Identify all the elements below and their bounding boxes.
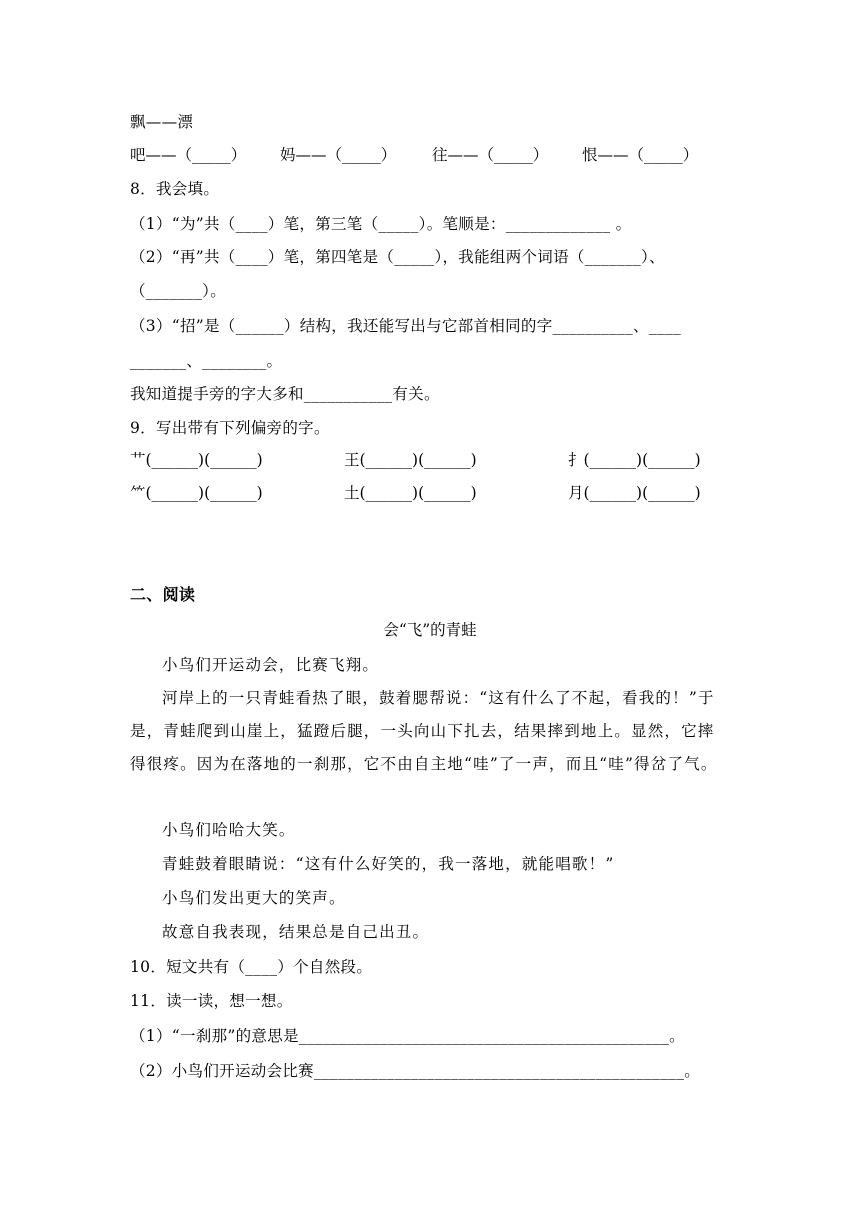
- question-8-part-2: （2）“再”共（____）笔，第四笔是（_____），我能组两个词语（_______）、: [130, 248, 665, 266]
- word-pair-item: 妈——（_____）: [280, 146, 397, 164]
- story-paragraph-4: 青蛙鼓着眼睛说：“这有什么好笑的，我一落地，就能唱歌！”: [162, 855, 615, 873]
- story-paragraph-5: 小鸟们发出更大的笑声。: [162, 889, 346, 907]
- word-pair-line: 飘——漂: [130, 113, 194, 131]
- story-paragraph-6: 故意自我表现，结果总是自己出丑。: [162, 923, 430, 941]
- word-pair-item: 吧——（_____）: [130, 146, 247, 164]
- radical-row-1: [130, 450, 730, 470]
- word-pair-item: 往——（_____）: [432, 146, 549, 164]
- question-11-part-1: （1）“一刹那”的意思是______________________________________________。: [130, 1027, 685, 1045]
- radical-item: 王(______)(______): [344, 451, 477, 469]
- story-paragraph-2: 河岸上的一只青蛙看热了眼，鼓着腮帮说：“这有什么了不起，看我的！”于是，青蛙爬到山崖上，猛蹬后腿，一头向山下扎去，结果摔到地上。显然，它摔得很疼。因为在落地的一刹那，它不由自主地“哇”了一声，而且“哇”得岔了气。: [130, 689, 718, 773]
- radical-row-2: [130, 483, 730, 503]
- question-8-part-3: （3）“招”是（______）结构，我还能写出与它部首相同的字__________、____: [130, 317, 682, 335]
- question-8-part-1: （1）“为”共（____）笔，第三笔（_____）。笔顺是：_____________ 。: [130, 215, 632, 233]
- question-10: 10．短文共有（____）个自然段。: [130, 958, 373, 976]
- story-paragraph-1: 小鸟们开运动会，比赛飞翔。: [162, 656, 380, 674]
- radical-item: ⺮(______)(______): [130, 484, 263, 502]
- question-8-part-4: 我知道提手旁的字大多和___________有关。: [130, 385, 440, 403]
- question-9-title: 9．写出带有下列偏旁的字。: [130, 419, 330, 437]
- section-2-heading: 二、阅读: [130, 585, 196, 604]
- question-11-part-2: （2）小鸟们开运动会比赛______________________________________________。: [130, 1062, 701, 1080]
- word-pair-item: 恨——（_____）: [582, 146, 699, 164]
- radical-item: 土(______)(______): [344, 484, 477, 502]
- word-pair-row: [130, 145, 730, 165]
- question-11-title: 11．读一读，想一想。: [130, 992, 293, 1010]
- story-paragraph-3: 小鸟们哈哈大笑。: [162, 821, 296, 839]
- question-8-title: 8．我会填。: [130, 180, 220, 198]
- radical-item: 月(______)(______): [568, 484, 701, 502]
- radical-item: 艹(______)(______): [130, 451, 263, 469]
- story-title: 会“飞”的青蛙: [383, 621, 477, 639]
- question-8-part-2-cont: （_______）。: [130, 282, 227, 300]
- question-8-part-3-cont: _______、________。: [130, 352, 283, 370]
- radical-item: 扌(______)(______): [568, 451, 701, 469]
